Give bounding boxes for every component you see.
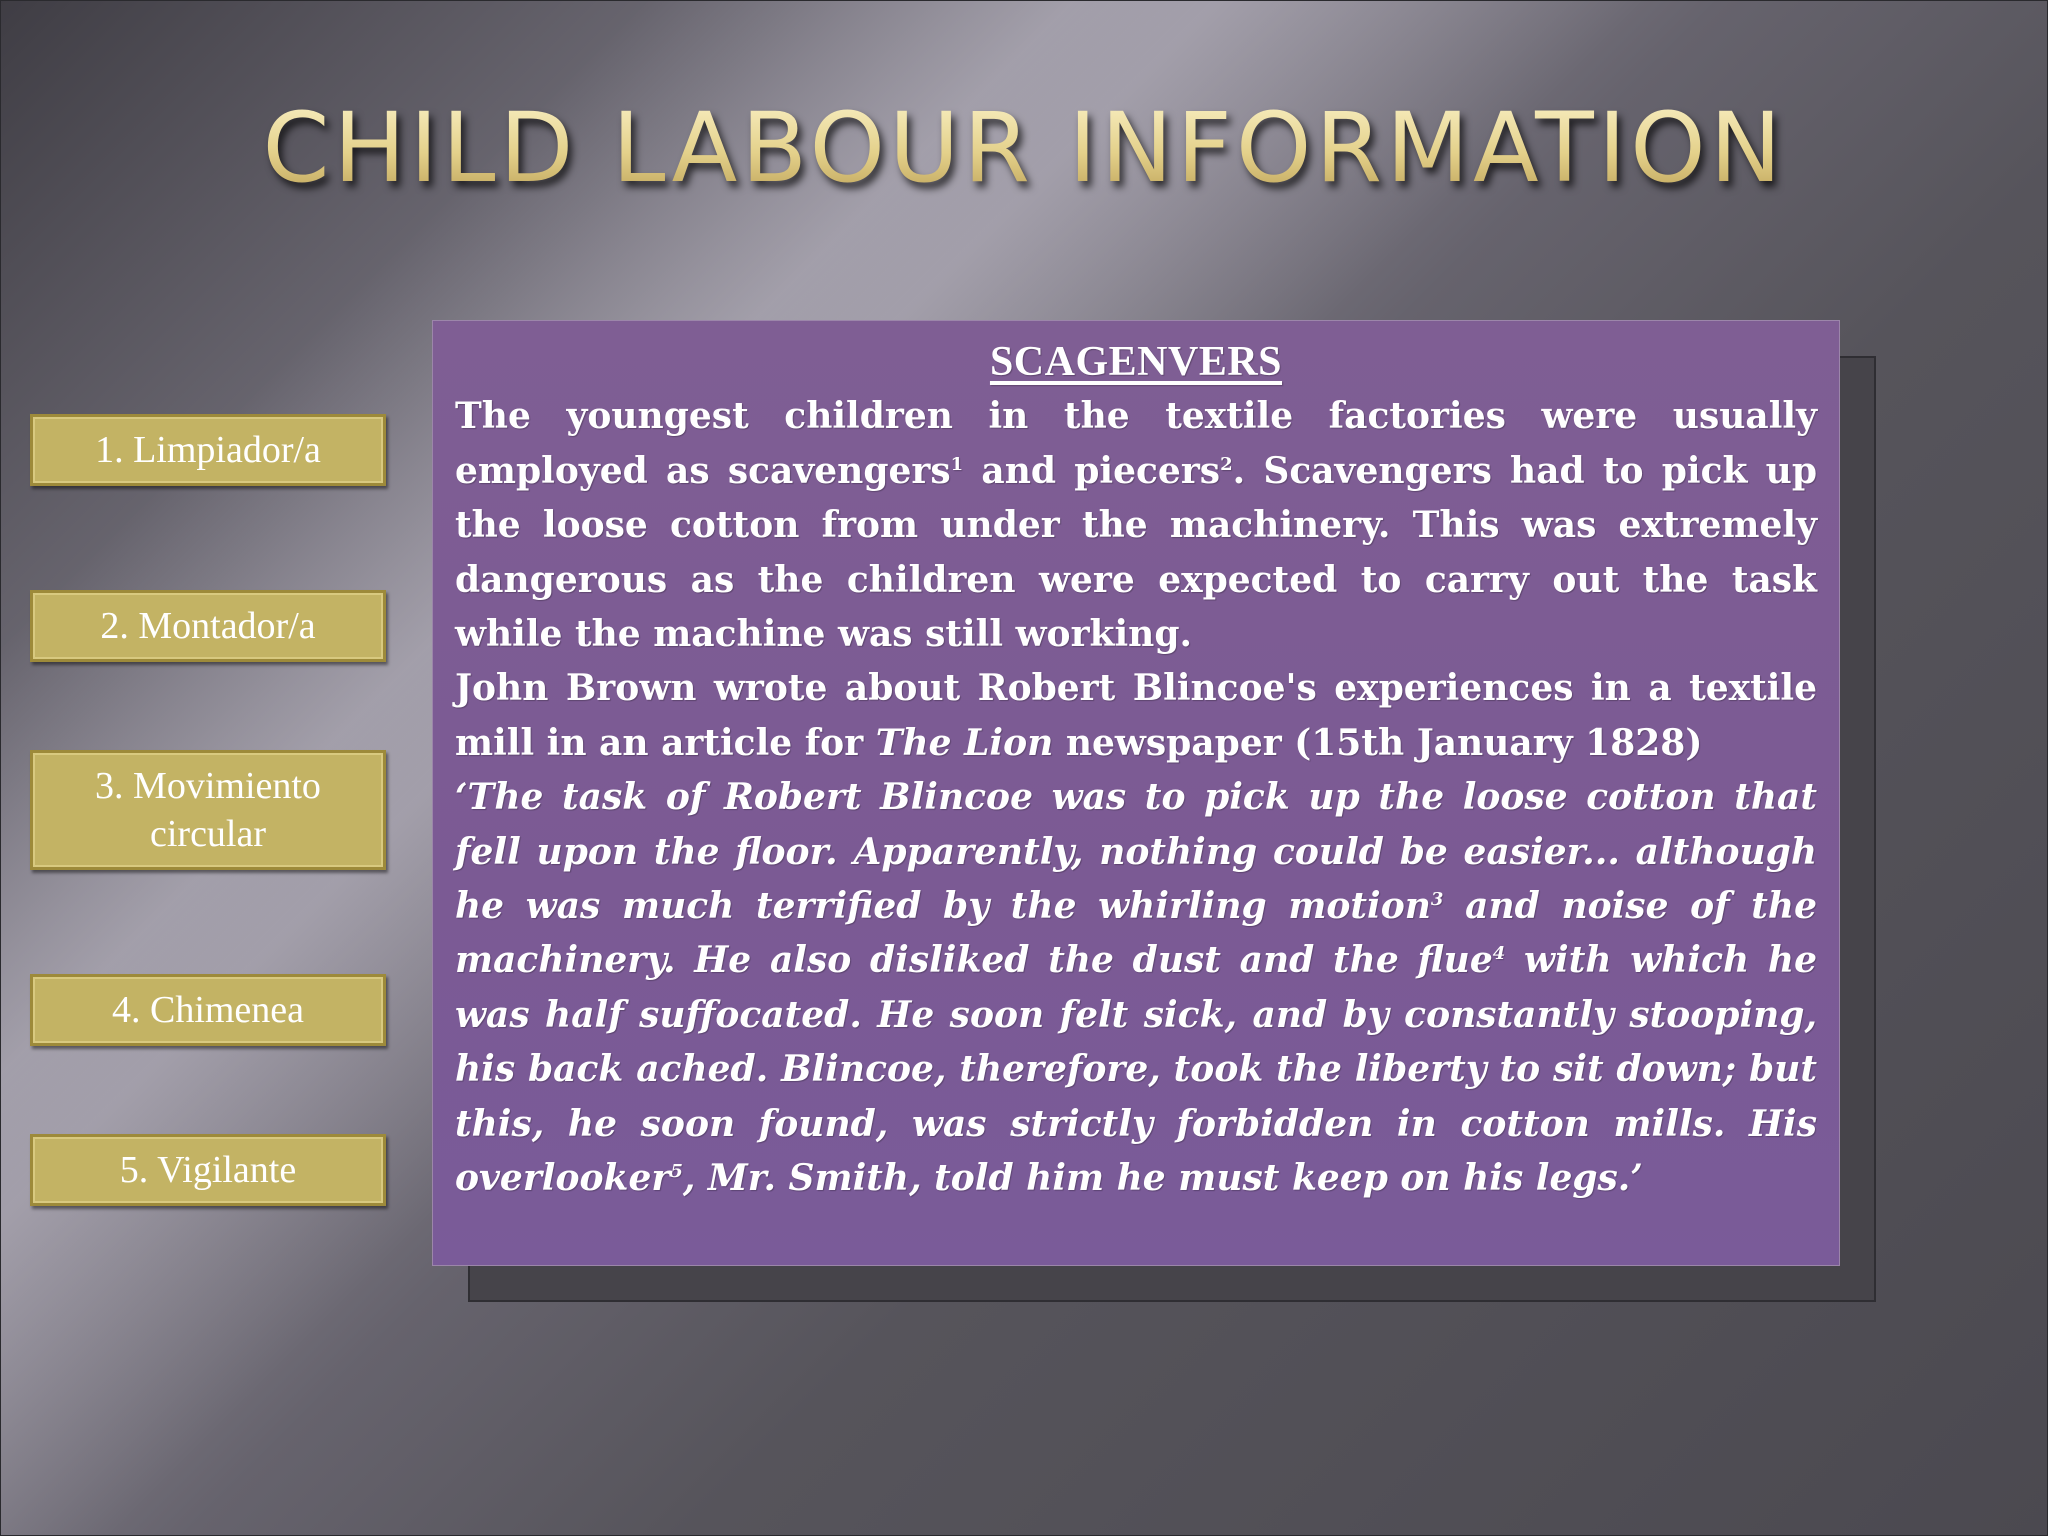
panel-heading: SCAGENVERS <box>989 339 1283 385</box>
vocab-label-1 <box>30 414 386 486</box>
vocab-label-3 <box>30 750 386 870</box>
p1-part3: . Scavengers had to pick up the loose cotton from under the machinery. This was extremely dangerous as the children were expected to carry out the task while the machine was still working. <box>455 449 1817 656</box>
vocab-label-4-text: 4. Chimenea <box>111 989 305 1031</box>
vocab-label-4 <box>30 974 386 1046</box>
footnote-3: 3 <box>1430 889 1444 911</box>
quote-part4: , Mr. Smith, told him he must keep on his legs.’ <box>682 1157 1643 1200</box>
vocab-label-5 <box>30 1134 386 1206</box>
paragraph-quote <box>455 770 1817 1205</box>
newspaper-name: The Lion <box>875 721 1054 764</box>
vocab-label-2-text: 2. Montador/a <box>100 605 316 647</box>
quote-part1: ‘The task of Robert Blincoe was to pick up the loose cotton that fell upon the floor. Apparently, nothing could be easier... although he was much terrified by the whirling motion <box>455 776 1817 928</box>
paragraph-john-brown <box>455 661 1817 770</box>
paragraph-scavengers <box>455 389 1817 661</box>
vocab-label-2 <box>30 590 386 662</box>
vocab-label-3-line1: 3. Movimiento <box>95 765 321 807</box>
vocab-label-5-text: 5. Vigilante <box>119 1149 297 1191</box>
p1-part1: The youngest children in the textile factories were usually employed as scavengers <box>455 395 1817 492</box>
footnote-4: 4 <box>1492 943 1506 965</box>
p1-part2: and piecers <box>963 449 1221 492</box>
p2-part2: newspaper (15th January 1828) <box>1053 721 1703 764</box>
vocab-label-1-text: 1. Limpiador/a <box>95 429 321 471</box>
quote-part2: and noise of the machinery. He also disliked the dust and the flue <box>455 885 1817 982</box>
footnote-1: 1 <box>950 453 964 475</box>
text-panel <box>432 320 1840 1266</box>
quote-part3: with which he was half suffocated. He soon felt sick, and by constantly stooping, his back ached. Blincoe, therefore, took the liberty to sit down; but this, he soon found, was strictly forbidden in cotton mills. His overlooker <box>455 939 1817 1200</box>
vocab-label-3-line2: circular <box>149 813 267 855</box>
footnote-2: 2 <box>1220 453 1233 475</box>
slide-title: CHILD LABOUR INFORMATION <box>0 92 2048 204</box>
footnote-5: 5 <box>670 1161 683 1183</box>
p2-part1: John Brown wrote about Robert Blincoe's experiences in a textile mill in an article for <box>455 667 1817 764</box>
